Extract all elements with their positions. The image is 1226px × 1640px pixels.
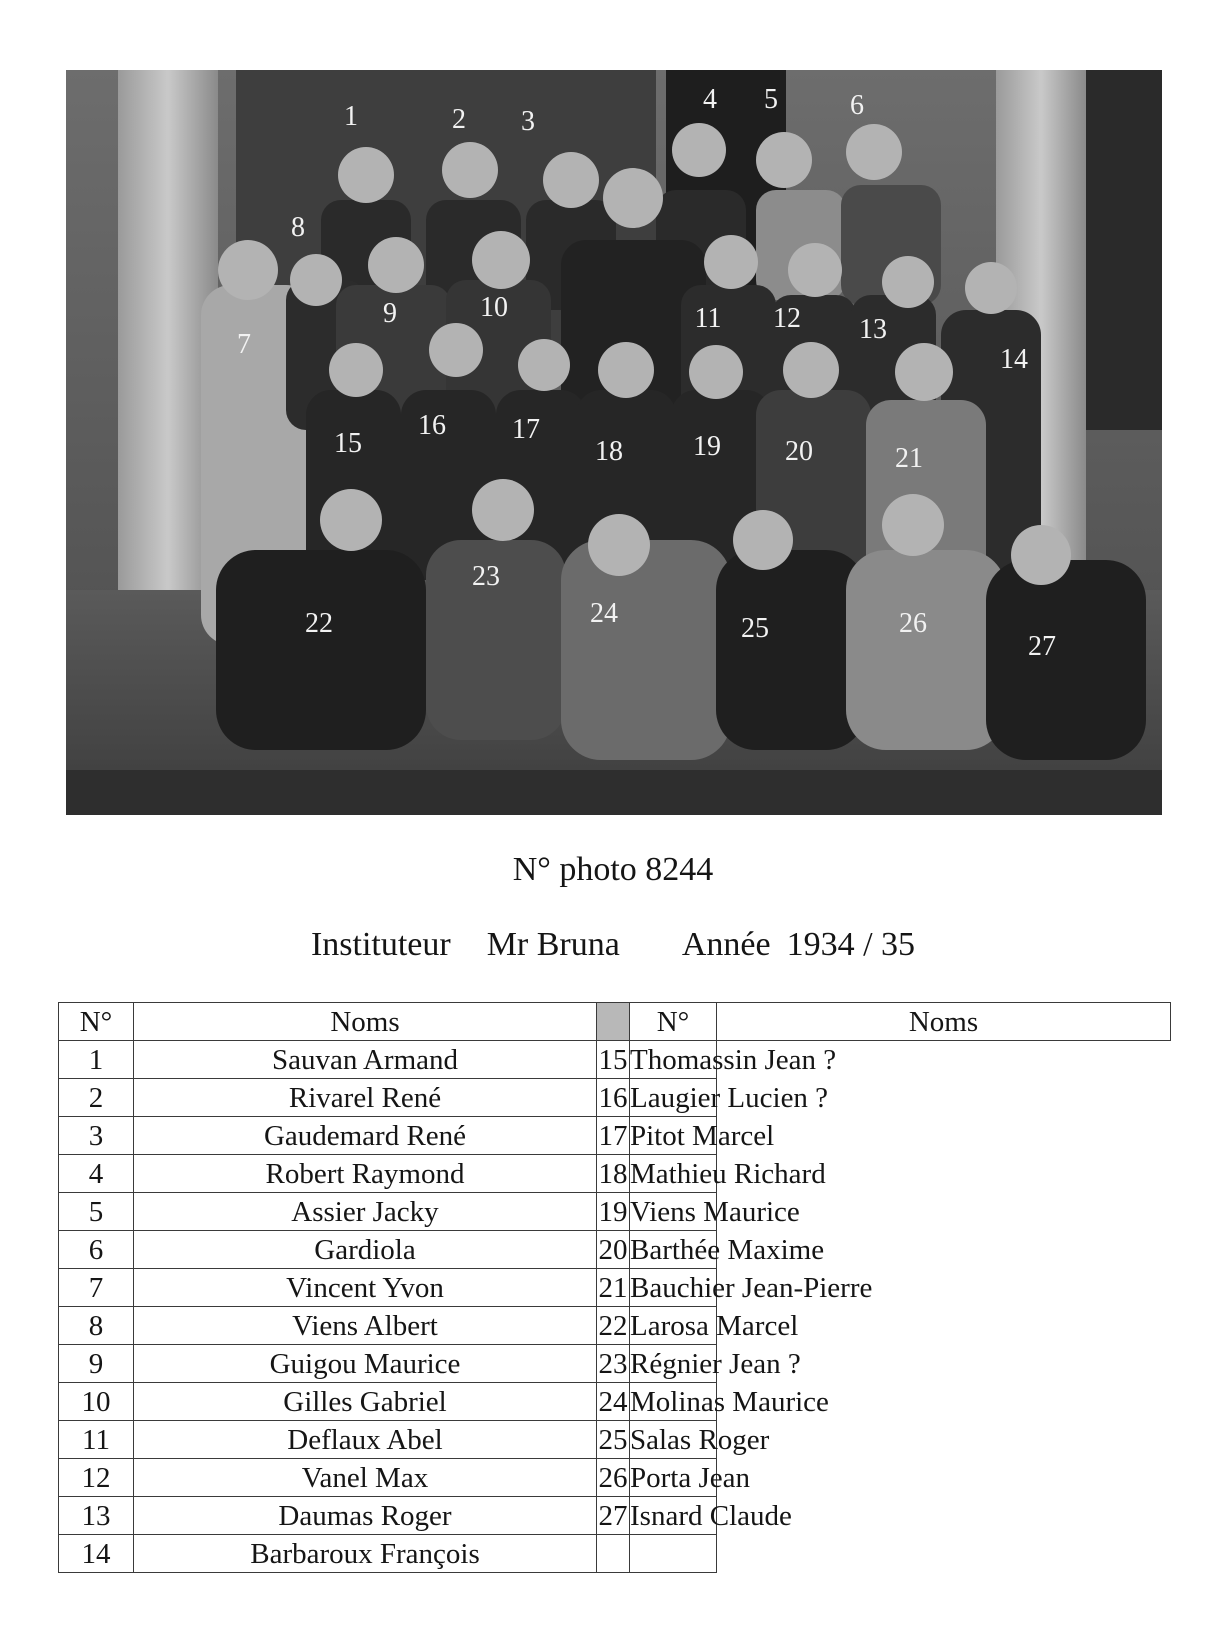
row-num: 7 <box>59 1269 134 1307</box>
class-photo <box>66 70 1162 815</box>
table-row <box>59 1345 1171 1383</box>
row-num: 21 <box>597 1269 630 1307</box>
photo-label-23: 23 <box>472 561 500 592</box>
photo-label-21: 21 <box>895 443 923 474</box>
row-name: Viens Maurice <box>630 1193 717 1231</box>
row-num: 9 <box>59 1345 134 1383</box>
photo-label-14: 14 <box>1000 344 1028 375</box>
row-name: Gaudemard René <box>134 1117 597 1155</box>
row-num: 6 <box>59 1231 134 1269</box>
row-name: Robert Raymond <box>134 1155 597 1193</box>
table-row <box>59 1193 1171 1231</box>
photo-label-6: 6 <box>850 90 864 121</box>
photo-label-26: 26 <box>899 608 927 639</box>
row-name: Vanel Max <box>134 1459 597 1497</box>
photo-label-13: 13 <box>859 314 887 345</box>
table-row <box>59 1079 1171 1117</box>
row-num: 1 <box>59 1041 134 1079</box>
row-name: Porta Jean <box>630 1459 717 1497</box>
row-name: Vincent Yvon <box>134 1269 597 1307</box>
row-name: Isnard Claude <box>630 1497 717 1535</box>
photo-label-25: 25 <box>741 613 769 644</box>
row-num: 2 <box>59 1079 134 1117</box>
row-name: Viens Albert <box>134 1307 597 1345</box>
row-name: Mathieu Richard <box>630 1155 717 1193</box>
photo-label-2: 2 <box>452 104 466 135</box>
row-name: Barbaroux François <box>134 1535 597 1573</box>
row-name: Barthée Maxime <box>630 1231 717 1269</box>
photo-label-18: 18 <box>595 436 623 467</box>
row-num: 12 <box>59 1459 134 1497</box>
photo-label-5: 5 <box>764 84 778 115</box>
teacher-year-line <box>0 925 1226 965</box>
photo-label-20: 20 <box>785 436 813 467</box>
photo-number: N° photo 8244 <box>512 851 714 888</box>
photo-label-1: 1 <box>344 101 358 132</box>
row-num: 24 <box>597 1383 630 1421</box>
row-num: 19 <box>597 1193 630 1231</box>
table-row <box>59 1497 1171 1535</box>
row-name: Guigou Maurice <box>134 1345 597 1383</box>
photo-label-17: 17 <box>512 414 540 445</box>
table-row <box>59 1383 1171 1421</box>
table-row <box>59 1307 1171 1345</box>
table-row <box>59 1231 1171 1269</box>
row-name <box>630 1535 717 1573</box>
photo-label-15: 15 <box>334 428 362 459</box>
year-value: 1934 / 35 <box>786 926 916 963</box>
header-names-left: Noms <box>134 1003 597 1041</box>
photo-label-22: 22 <box>305 608 333 639</box>
row-num: 5 <box>59 1193 134 1231</box>
row-name: Rivarel René <box>134 1079 597 1117</box>
teacher-name: Mr Bruna <box>486 926 620 963</box>
row-num: 3 <box>59 1117 134 1155</box>
photo-label-11: 11 <box>694 303 722 334</box>
table-row <box>59 1535 1171 1573</box>
table-separator <box>597 1003 630 1041</box>
year-label: Année <box>681 926 771 963</box>
row-num: 11 <box>59 1421 134 1459</box>
photo-label-9: 9 <box>383 298 397 329</box>
row-name: Gilles Gabriel <box>134 1383 597 1421</box>
photo-label-3: 3 <box>521 106 535 137</box>
row-num: 8 <box>59 1307 134 1345</box>
row-num: 22 <box>597 1307 630 1345</box>
row-num: 18 <box>597 1155 630 1193</box>
row-num: 25 <box>597 1421 630 1459</box>
photo-label-10: 10 <box>480 292 508 323</box>
row-num: 27 <box>597 1497 630 1535</box>
table-row <box>59 1117 1171 1155</box>
table-row <box>59 1269 1171 1307</box>
class-photo-image <box>66 70 1162 815</box>
row-num: 4 <box>59 1155 134 1193</box>
row-name: Deflaux Abel <box>134 1421 597 1459</box>
row-name: Laugier Lucien ? <box>630 1079 717 1117</box>
row-name: Gardiola <box>134 1231 597 1269</box>
row-num: 17 <box>597 1117 630 1155</box>
row-name: Bauchier Jean-Pierre <box>630 1269 717 1307</box>
table-row <box>59 1041 1171 1079</box>
row-name: Pitot Marcel <box>630 1117 717 1155</box>
photo-label-12: 12 <box>773 303 801 334</box>
row-num: 14 <box>59 1535 134 1573</box>
row-name: Sauvan Armand <box>134 1041 597 1079</box>
table-row <box>59 1155 1171 1193</box>
row-name: Régnier Jean ? <box>630 1345 717 1383</box>
row-num: 15 <box>597 1041 630 1079</box>
photo-label-8: 8 <box>291 212 305 243</box>
names-table <box>58 1002 1171 1573</box>
row-name: Molinas Maurice <box>630 1383 717 1421</box>
row-name: Thomassin Jean ? <box>630 1041 717 1079</box>
header-num-right: N° <box>630 1003 717 1041</box>
row-name: Larosa Marcel <box>630 1307 717 1345</box>
photo-label-16: 16 <box>418 410 446 441</box>
row-num: 16 <box>597 1079 630 1117</box>
table-row <box>59 1459 1171 1497</box>
row-num <box>597 1535 630 1573</box>
photo-label-4: 4 <box>703 84 717 115</box>
row-num: 26 <box>597 1459 630 1497</box>
row-num: 23 <box>597 1345 630 1383</box>
row-name: Daumas Roger <box>134 1497 597 1535</box>
row-name: Assier Jacky <box>134 1193 597 1231</box>
photo-label-7: 7 <box>237 329 251 360</box>
header-names-right: Noms <box>717 1003 1171 1041</box>
photo-label-27: 27 <box>1028 631 1056 662</box>
row-num: 20 <box>597 1231 630 1269</box>
row-num: 13 <box>59 1497 134 1535</box>
row-name: Salas Roger <box>630 1421 717 1459</box>
header-num-left: N° <box>59 1003 134 1041</box>
row-num: 10 <box>59 1383 134 1421</box>
table-header-row <box>59 1003 1171 1041</box>
photo-label-19: 19 <box>693 431 721 462</box>
photo-label-24: 24 <box>590 598 618 629</box>
table-row <box>59 1421 1171 1459</box>
teacher-label: Instituteur <box>310 926 451 963</box>
